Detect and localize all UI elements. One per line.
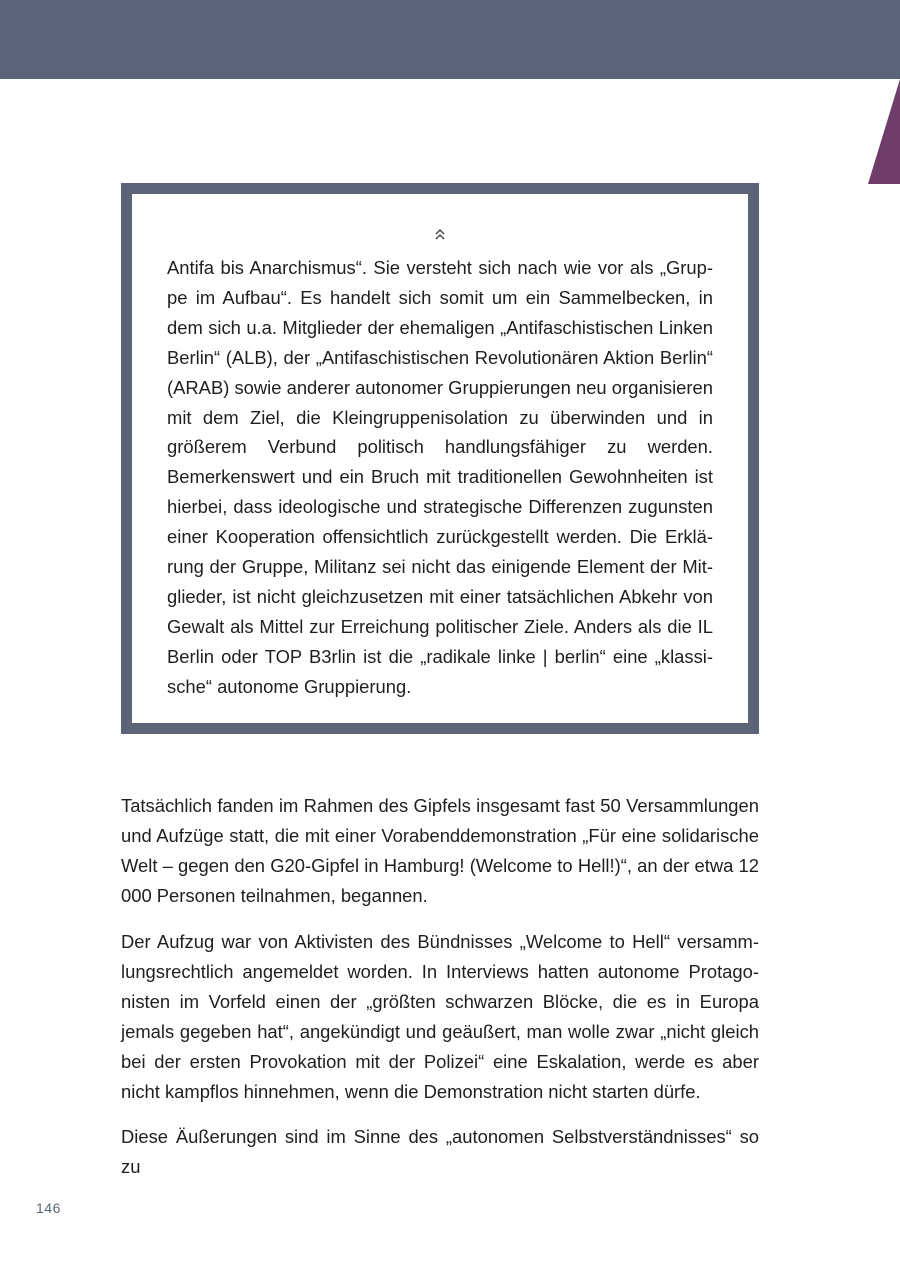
- body-paragraph: Diese Äußerungen sind im Sinne des „autonomen Selbstverständnisses“ so zu: [121, 1126, 759, 1177]
- body-paragraph: Der Aufzug war von Aktivisten des Bündnisses „Welcome to Hell“ versammlungsrechtlich angemeldet worden. In Interviews hatten autonome Protagonisten im Vorfeld einen der „größten schwarzen Blöcke, die es in Europa jemals gegeben hat“, angekündigt und geäußert, man wolle zwar „nicht gleich bei der ersten Provokation mit der Polizei“ eine Eskalation, werde es aber nicht kampflos hinnehmen, wenn die Demonstration nicht starten dürfe.: [121, 931, 759, 1102]
- page-number: 146: [36, 1200, 61, 1216]
- chapter-tab: [868, 79, 900, 184]
- double-chevron-up-icon: [132, 228, 748, 242]
- body-paragraph: Tatsächlich fanden im Rahmen des Gipfels insgesamt fast 50 Versammlungen und Aufzüge statt, die mit einer Vorabenddemonstration „Für eine solidarische Welt – gegen den G20-Gipfel in Hamburg! (Welcome to Hell!)“, an der etwa 12 000 Personen teilnahmen, begannen.: [121, 795, 759, 906]
- header-bar: [0, 0, 900, 79]
- quote-box-text: Antifa bis Anarchismus“. Sie versteht sich nach wie vor als „Gruppe im Aufbau“. Es handelt sich somit um ein Sammelbecken, in dem sich u.a. Mitglieder der ehemaligen „Antifaschistischen Linken Berlin“ (ALB), der „Antifaschistischen Revolutionären Aktion Berlin“ (ARAB) sowie anderer autonomer Gruppierungen neu organisieren mit dem Ziel, die Kleingruppenisolation zu überwinden und in größerem Verbund politisch handlungsfähiger zu werden. Bemerkenswert und ein Bruch mit traditionellen Gewohnheiten ist hierbei, dass ideologische und strategische Differenzen zugunsten einer Kooperation offensichtlich zurückgestellt werden. Die Erklärung der Gruppe, Militanz sei nicht das einigende Element der Mitglieder, ist nicht gleichzusetzen mit einer tatsächlichen Abkehr von Gewalt als Mittel zur Erreichung politischer Ziele. Anders als die IL Berlin oder TOP B3rlin ist die „radikale linke | berlin“ eine „klassische“ autonome Gruppierung.: [167, 257, 713, 697]
- quote-box: [121, 183, 759, 734]
